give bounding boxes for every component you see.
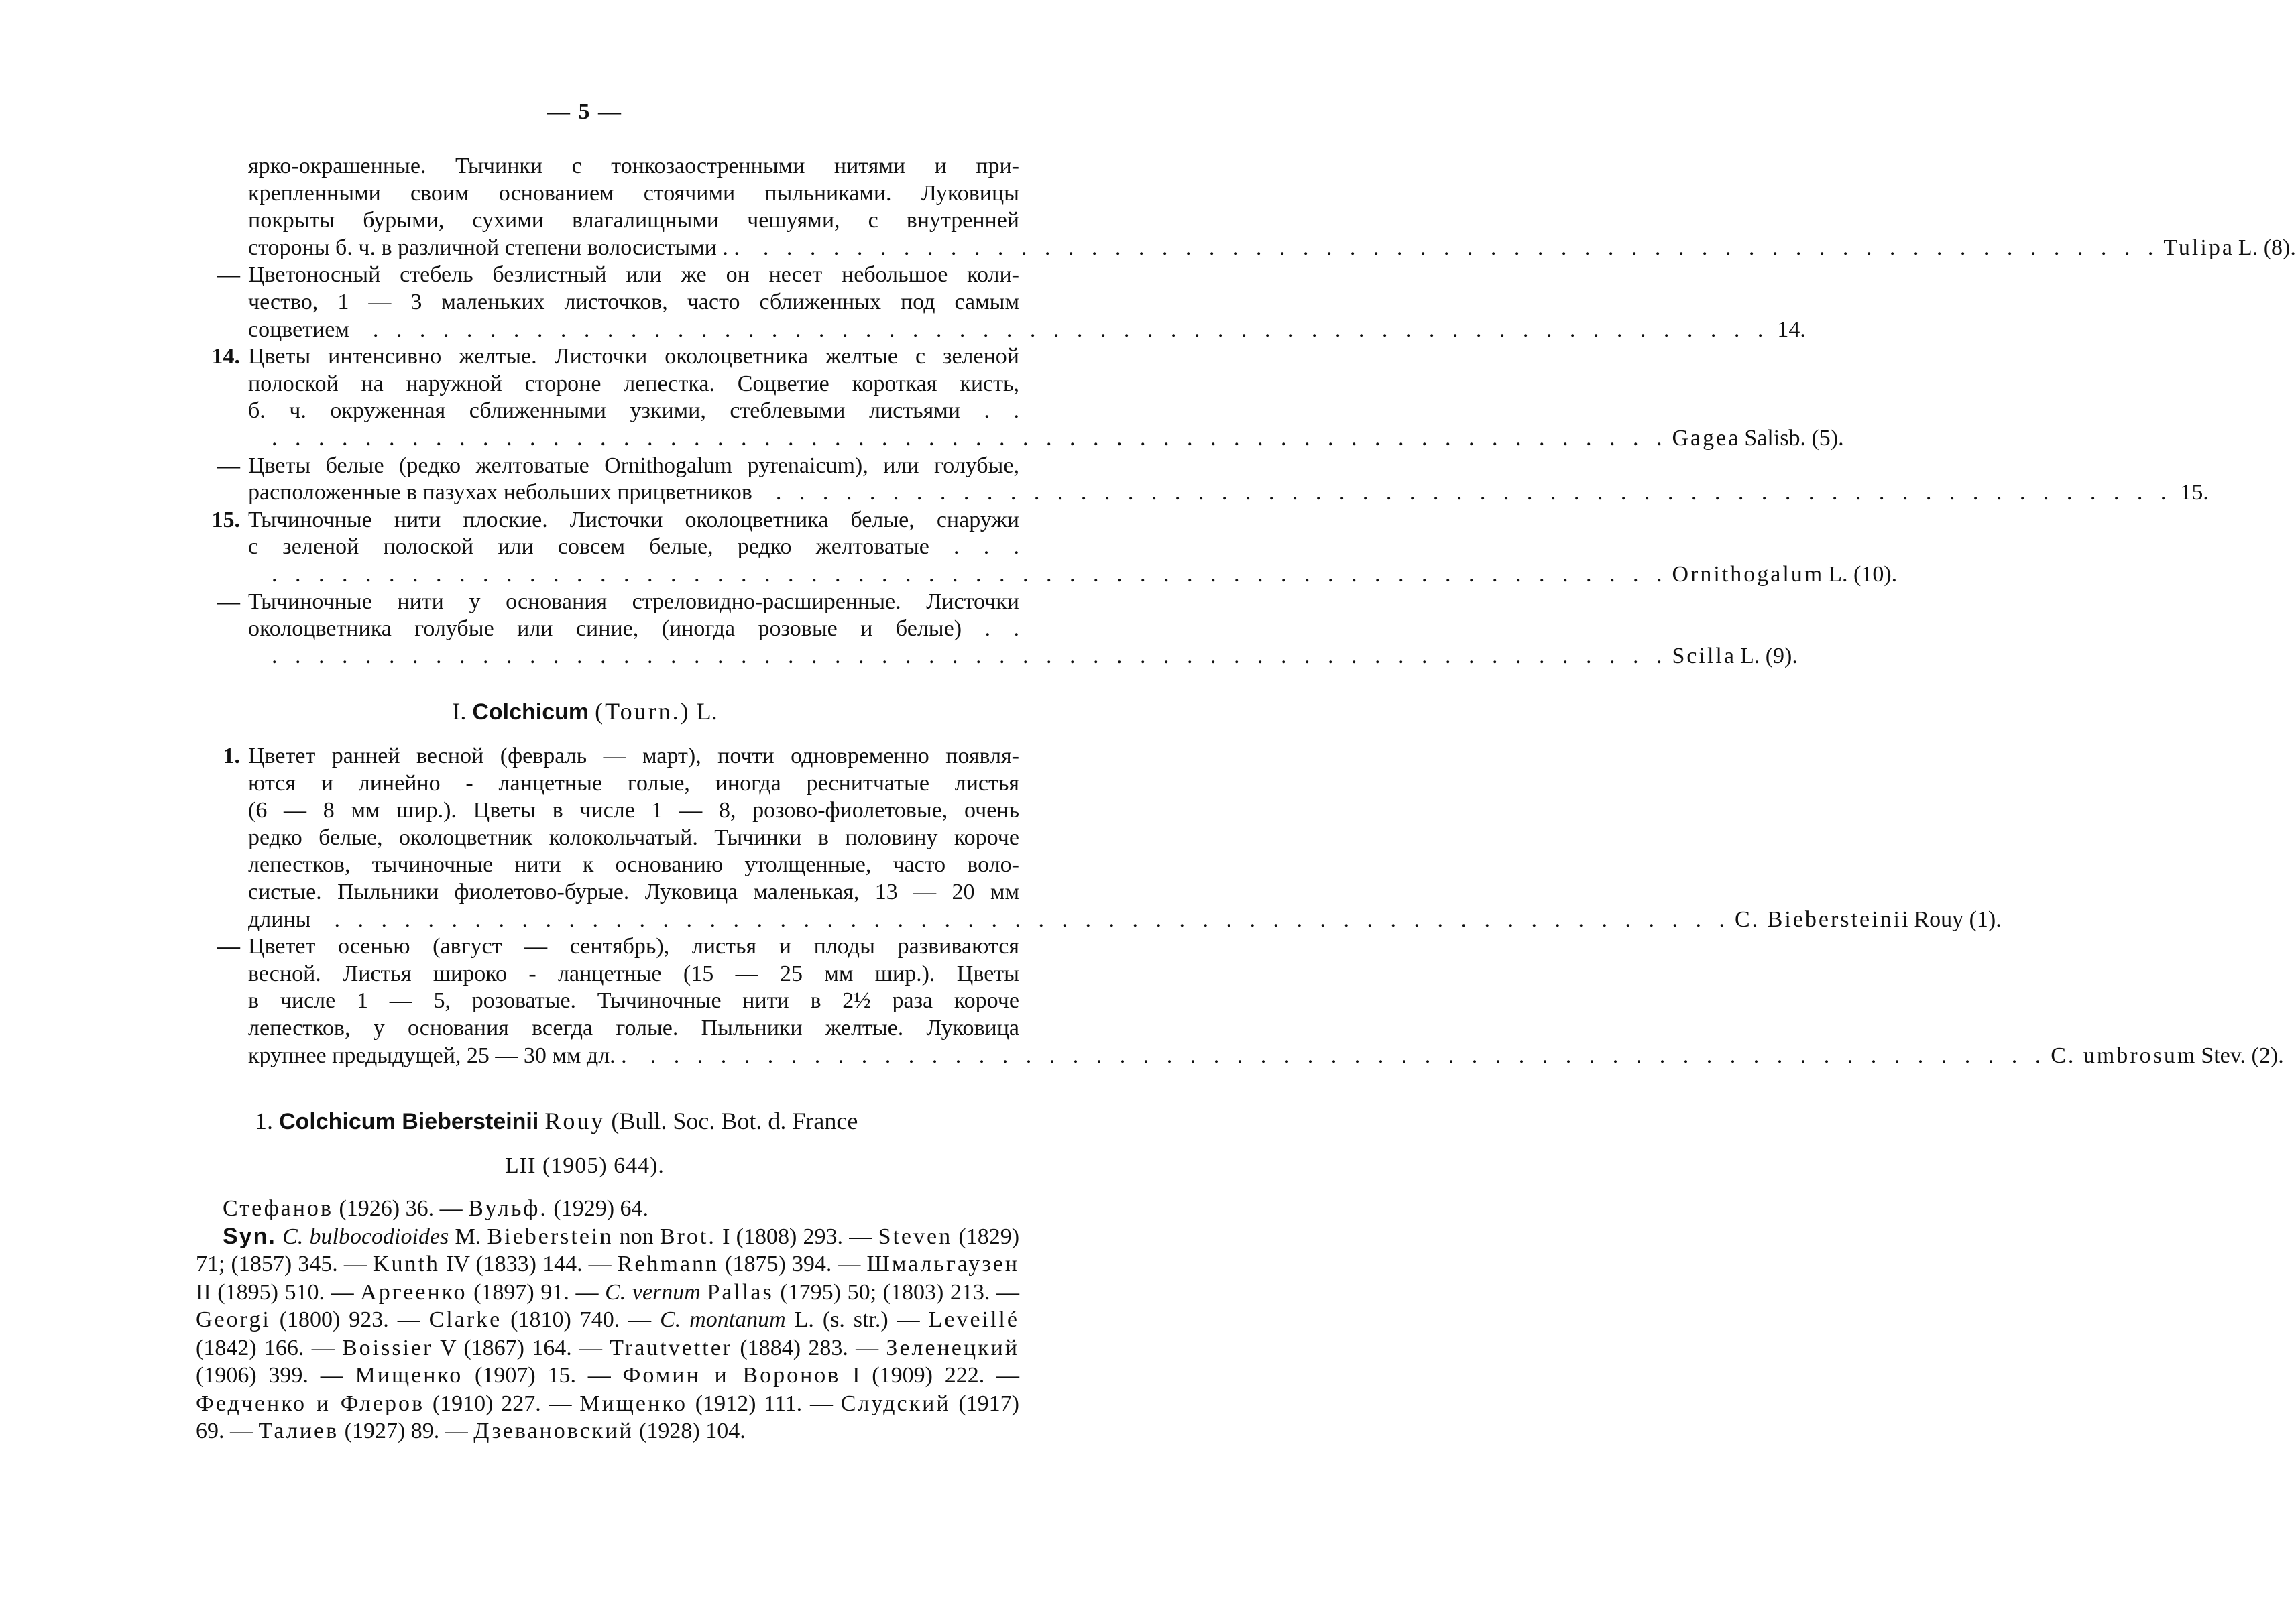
reference-text: (1929) 64.	[553, 1196, 649, 1221]
species-name: Colchicum Biebersteinii	[279, 1109, 539, 1134]
reference-text: II (1895) 510. —	[196, 1279, 361, 1305]
reference-text: (1906) 399. —	[196, 1363, 355, 1388]
species-number: 1.	[255, 1108, 273, 1134]
references-block	[196, 1195, 1019, 1445]
key-entry-line: лепестков, тычиночные нити к основанию утолщенные, часто воло-	[248, 852, 1019, 878]
key-entry-genus: C. umbrosum	[2051, 1043, 2197, 1068]
reference-text: (1884) 283. —	[732, 1335, 886, 1360]
key-entry-last-line	[248, 643, 1798, 670]
genus-heading	[0, 697, 1169, 725]
key-entry-genus: Gagea	[1672, 425, 1741, 451]
reference-author: Steven	[878, 1224, 953, 1249]
key-entry	[201, 743, 2002, 933]
reference-author: Trautvetter	[610, 1335, 733, 1360]
key-entry-line: Тычиночные нити у основания стреловидно-расширенные. Листочки	[248, 589, 1019, 614]
key-entry-marker: —	[217, 934, 240, 959]
species-citation: (Bull. Soc. Bot. d. France	[611, 1108, 858, 1134]
key-entry-last-text: стороны б. ч. в различной степени волосистыми . .	[248, 235, 740, 260]
key-entry-line: в числе 1 — 5, розоватые. Тычиночные нити в 2½ раза короче	[248, 988, 1019, 1014]
key-entry-last-line	[248, 906, 2002, 934]
reference-text: (1795) 50; (1803) 213. —	[773, 1279, 1020, 1305]
page-number: — 5 —	[547, 99, 622, 124]
reference-text: I (1909) 222. —	[840, 1363, 1019, 1388]
key-entry-last-text: длины	[248, 906, 311, 932]
species-heading	[255, 1108, 1019, 1135]
key-entry-marker: 14.	[211, 344, 240, 369]
reference-text: (1810) 740. —	[502, 1307, 661, 1332]
key-entry-last-line	[248, 425, 1844, 453]
reference-text: (1917) 69. —	[196, 1391, 1019, 1443]
key-entry-line: б. ч. окруженная сближенными узкими, стеблевыми листьями . .	[248, 398, 1019, 424]
synonym-name: C. vernum	[605, 1279, 701, 1305]
reference-text: IV (1833) 144. —	[439, 1252, 618, 1277]
key-entry-reference: L. (8).	[2238, 235, 2296, 260]
genus-name: Colchicum	[472, 699, 589, 725]
key-entry	[201, 589, 1798, 670]
references-first-line	[196, 1195, 1019, 1223]
reference-author: Слудский	[840, 1391, 951, 1416]
leader-dots: . . . . . . . . . . . . . . . . . . . . . . . . . . . . . . . . . . . . . . . . . . . . . . . . . . . . . . . . . . . .	[752, 480, 2173, 506]
reference-author: Brot.	[659, 1224, 716, 1249]
reference-author: Федченко и Флеров	[196, 1391, 425, 1416]
key-entry-reference: 15.	[2180, 480, 2209, 506]
key-entry-line: ярко-окрашенные. Тычинки с тонкозаостренными нитями и при-	[248, 154, 1019, 178]
key-entry-line: ются и линейно - ланцетные голые, иногда реснитчатые листья	[248, 770, 1019, 796]
key-entry-reference: Rouy (1).	[1914, 906, 2002, 932]
key-entry-reference: L. (10).	[1828, 561, 1898, 587]
key-entry-marker: 1.	[223, 744, 240, 768]
key-entry-line: покрыты бурыми, сухими влагалищными чешуями, с внутренней	[248, 208, 1019, 233]
leader-dots: . . . . . . . . . . . . . . . . . . . . . . . . . . . . . . . . . . . . . . . . . . . . . . . . . . . . . . . . . . . .	[248, 643, 1668, 668]
key-entry-line: с зеленой полоской или совсем белые, редко желтоватые . . .	[248, 534, 1019, 560]
leader-dots: . . . . . . . . . . . . . . . . . . . . . . . . . . . . . . . . . . . . . . . . . . . . . . . . . . . . . . . . . . . .	[310, 906, 1731, 932]
leader-dots: . . . . . . . . . . . . . . . . . . . . . . . . . . . . . . . . . . . . . . . . . . . . . . . . . . . . . . . . . . . .	[248, 561, 1668, 587]
key-entry-line: Тычиночные нити плоские. Листочки околоцветника белые, снаружи	[248, 507, 1019, 532]
key-entry-line: крепленными своим основанием стоячими пыльниками. Луковицы	[248, 180, 1019, 206]
reference-text: (1897) 91. —	[467, 1279, 606, 1305]
key-entry	[201, 453, 2209, 507]
key-entry-last-line	[248, 316, 1806, 344]
key-entry-marker: —	[217, 262, 240, 288]
key-entry-line: чество, 1 — 3 маленьких листочков, часто сближенных под самым	[248, 289, 1019, 314]
reference-text: (1927) 89. —	[339, 1419, 474, 1443]
key-entry-line: Цветы интенсивно желтые. Листочки околоцветника желтые с зеленой	[248, 344, 1019, 369]
identification-key-part-1	[201, 153, 2296, 670]
synonym-name: C. montanum	[660, 1307, 786, 1332]
reference-author: Мищенко	[355, 1363, 463, 1388]
key-entry-marker: 15.	[211, 507, 240, 532]
reference-text: (1928) 104.	[633, 1419, 746, 1443]
key-entry-line: весной. Листья широко - ланцетные (15 — 25 мм шир.). Цветы	[248, 961, 1019, 986]
key-entry-last-text: расположенные в пазухах небольших прицветников	[248, 480, 752, 506]
key-entry-genus: C. Biebersteinii	[1735, 906, 1910, 932]
reference-author: Аргеенко	[360, 1279, 467, 1305]
synonym-name: C. bulbocodioides	[282, 1224, 449, 1249]
key-entry-line: систые. Пыльники фиолетово-бурые. Луковица маленькая, 13 — 20 мм	[248, 879, 1019, 904]
key-entry	[201, 507, 1898, 589]
key-entry-last-text: соцветием	[248, 316, 349, 342]
key-entry-line: Цветет ранней весной (февраль — март), почти одновременно появля-	[248, 744, 1019, 768]
key-entry-reference: Stev. (2).	[2201, 1043, 2284, 1068]
species-author: Rouy	[544, 1108, 606, 1134]
reference-text: (1912) 111. —	[687, 1391, 841, 1416]
reference-text: (1875) 394. —	[719, 1252, 867, 1277]
key-entry-marker: —	[217, 453, 240, 478]
synonyms-label: Syn.	[223, 1223, 276, 1249]
genus-author-2: L.	[696, 698, 718, 725]
identification-key-part-2	[201, 743, 2284, 1069]
genus-number: I.	[452, 698, 467, 725]
key-entry-last-text: крупнее предыдущей, 25 — 30 мм дл. .	[248, 1043, 627, 1068]
leader-dots: . . . . . . . . . . . . . . . . . . . . . . . . . . . . . . . . . . . . . . . . . . . . . . . . . . . . . . . . . . . .	[626, 1043, 2047, 1068]
key-entry-line: редко белые, околоцветник колокольчатый. Тычинки в половину короче	[248, 825, 1019, 850]
reference-author: Стефанов	[223, 1196, 333, 1221]
reference-author: Зеленецкий	[886, 1335, 1019, 1360]
key-entry	[201, 261, 1806, 343]
reference-author: Шмальгаузен	[866, 1252, 1019, 1277]
reference-text: non	[613, 1224, 660, 1249]
key-entry-marker: —	[217, 589, 240, 614]
reference-text: (1910) 227. —	[424, 1391, 580, 1416]
key-entry-last-line	[248, 561, 1898, 589]
reference-author: Талиев	[258, 1419, 339, 1443]
key-entry-line: околоцветника голубые или синие, (иногда розовые и белые) . .	[248, 616, 1019, 642]
reference-text: (1800) 923. —	[270, 1307, 429, 1332]
reference-author: Georgi	[196, 1307, 271, 1332]
leader-dots: . . . . . . . . . . . . . . . . . . . . . . . . . . . . . . . . . . . . . . . . . . . . . . . . . . . . . . . . . . . .	[349, 316, 1770, 342]
key-entry-line: лепестков, у основания всегда голые. Пыльники желтые. Луковица	[248, 1015, 1019, 1041]
key-entry-line: полоской на наружной стороне лепестка. Соцветие короткая кисть,	[248, 371, 1019, 396]
key-entry-line: (6 — 8 мм шир.). Цветы в числе 1 — 8, розово-фиолетовые, очень	[248, 798, 1019, 823]
reference-text: L. (s. str.) —	[785, 1307, 929, 1332]
leader-dots: . . . . . . . . . . . . . . . . . . . . . . . . . . . . . . . . . . . . . . . . . . . . . . . . . . . . . . . . . . . .	[739, 235, 2160, 260]
reference-text: (1907) 15. —	[463, 1363, 623, 1388]
reference-text: (1829) 71; (1857) 345. —	[196, 1224, 1020, 1277]
key-entry-last-line	[248, 1043, 2284, 1070]
key-entry-genus: Tulipa	[2163, 235, 2234, 260]
key-entry	[201, 343, 1844, 452]
reference-text: (1842) 166. —	[196, 1335, 342, 1360]
reference-author: Pallas	[707, 1279, 774, 1305]
reference-author: Kunth	[372, 1252, 440, 1277]
reference-author: Вульф.	[468, 1196, 548, 1221]
key-entry-genus: Ornithogalum	[1672, 561, 1825, 587]
key-entry-line: Цветы белые (редко желтоватые Ornithogalum pyrenaicum), или голубые,	[248, 453, 1019, 478]
reference-author: Leveillé	[928, 1307, 1019, 1332]
key-entry-reference: L. (9).	[1739, 643, 1798, 668]
reference-text: I (1808) 293. —	[715, 1224, 878, 1249]
key-entry	[201, 933, 2284, 1069]
reference-author: Clarke	[428, 1307, 502, 1332]
key-entry-genus: Scilla	[1672, 643, 1736, 668]
reference-author: Rehmann	[617, 1252, 720, 1277]
reference-author: Boissier	[341, 1335, 433, 1360]
key-entry-last-line	[248, 235, 2296, 262]
synonyms-paragraph	[196, 1223, 1019, 1445]
reference-author: Фомин и Воронов	[622, 1363, 841, 1388]
key-entry-reference: Salisb. (5).	[1744, 425, 1844, 451]
reference-author: Дзевановский	[473, 1419, 634, 1443]
key-entry-line: Цветоносный стебель безлистный или же он несет небольшое коли-	[248, 262, 1019, 288]
reference-text: V (1867) 164. —	[433, 1335, 610, 1360]
key-entry	[201, 153, 2296, 261]
leader-dots: . . . . . . . . . . . . . . . . . . . . . . . . . . . . . . . . . . . . . . . . . . . . . . . . . . . . . . . . . . . .	[248, 425, 1668, 451]
reference-author: Bieberstein	[487, 1224, 614, 1249]
key-entry-last-line	[248, 479, 2209, 507]
reference-author: Мищенко	[579, 1391, 687, 1416]
reference-text: M.	[449, 1224, 487, 1249]
species-citation-line-2: LII (1905) 644).	[505, 1153, 665, 1178]
reference-text: (1926) 36. —	[339, 1196, 463, 1221]
key-entry-line: Цветет осенью (август — сентябрь), листья и плоды развиваются	[248, 934, 1019, 959]
genus-author: (Tourn.)	[595, 698, 691, 725]
key-entry-reference: 14.	[1777, 316, 1806, 342]
